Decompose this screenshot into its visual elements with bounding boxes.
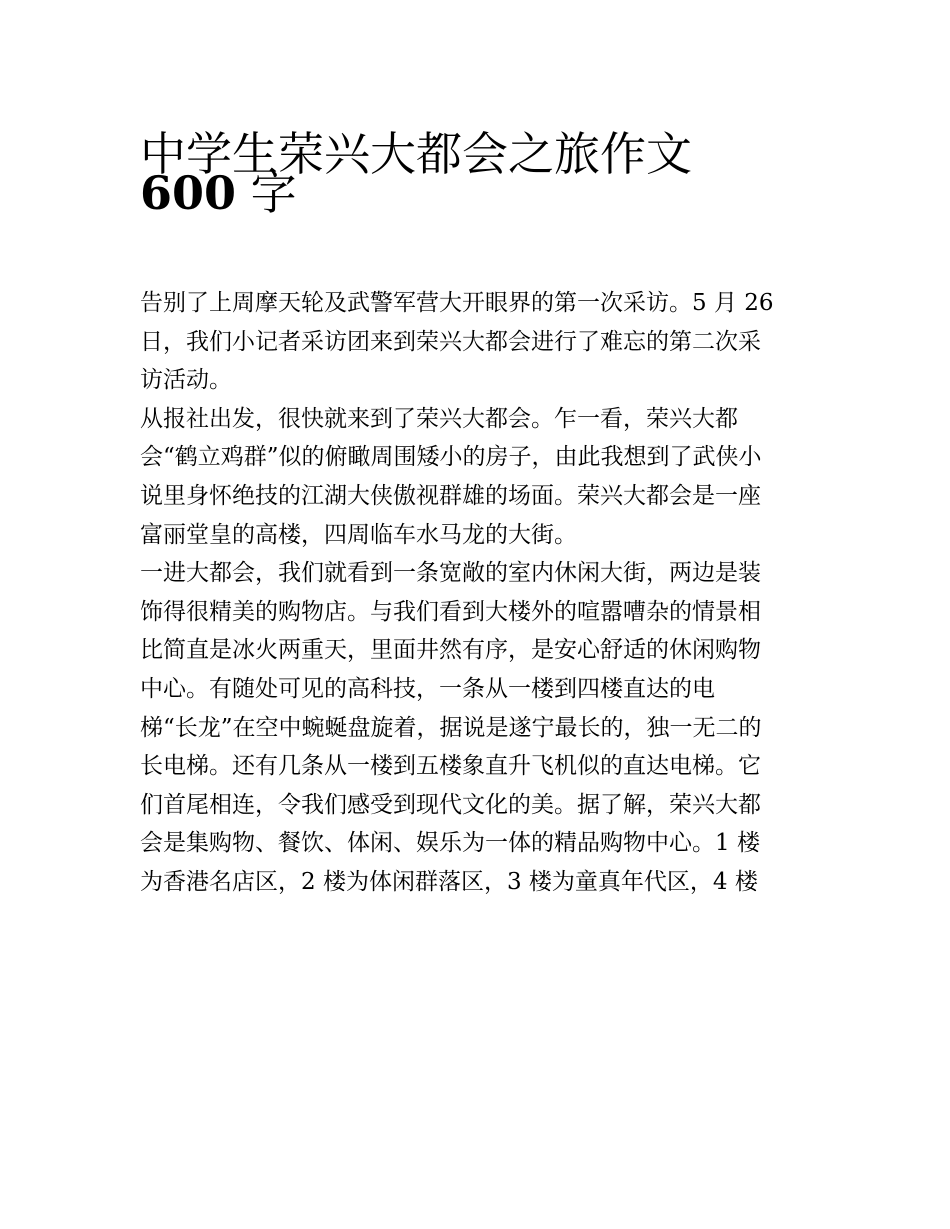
body-line: 日，我们小记者采访团来到荣兴大都会进行了难忘的第二次采 xyxy=(140,328,761,355)
title-number: 600 xyxy=(140,165,237,220)
body-line: 长电梯。还有几条从一楼到五楼象直升飞机似的直达电梯。它 xyxy=(140,753,761,780)
title-suffix: 字 xyxy=(236,165,297,220)
title-line-1: 中学生荣兴大都会之旅作文 xyxy=(140,127,692,181)
body-line: 饰得很精美的购物店。与我们看到大楼外的喧嚣嘈杂的情景相 xyxy=(140,598,761,625)
document-body xyxy=(140,284,820,902)
body-line: 会“鹤立鸡群”似的俯瞰周围矮小的房子，由此我想到了武侠小 xyxy=(140,444,762,471)
body-line: 从报社出发，很快就来到了荣兴大都会。乍一看，荣兴大都 xyxy=(140,405,738,432)
body-line: 梯“长龙”在空中蜿蜒盘旋着，据说是遂宁最长的，独一无二的 xyxy=(140,714,762,741)
body-line: 告别了上周摩天轮及武警军营大开眼界的第一次采访。5 月 26 xyxy=(140,290,774,316)
body-line: 会是集购物、餐饮、体闲、娱乐为一体的精品购物中心。1 楼 xyxy=(140,830,760,857)
body-line: 们首尾相连，令我们感受到现代文化的美。据了解，荣兴大都 xyxy=(140,791,761,818)
body-line: 说里身怀绝技的江湖大侠傲视群雄的场面。荣兴大都会是一座 xyxy=(140,482,761,509)
document-title xyxy=(140,118,820,220)
body-line: 为香港名店区，2 楼为体闲群落区，3 楼为童真年代区，4 楼 xyxy=(140,868,758,895)
body-line: 比简直是冰火两重天，里面井然有序，是安心舒适的休闲购物 xyxy=(140,637,761,664)
body-line: 富丽堂皇的高楼，四周临车水马龙的大街。 xyxy=(140,521,577,548)
body-line: 一进大都会，我们就看到一条宽敞的室内休闲大街，两边是装 xyxy=(140,560,761,587)
body-line: 中心。有随处可见的高科技，一条从一楼到四楼直达的电 xyxy=(140,675,715,702)
body-line: 访活动。 xyxy=(140,367,232,394)
